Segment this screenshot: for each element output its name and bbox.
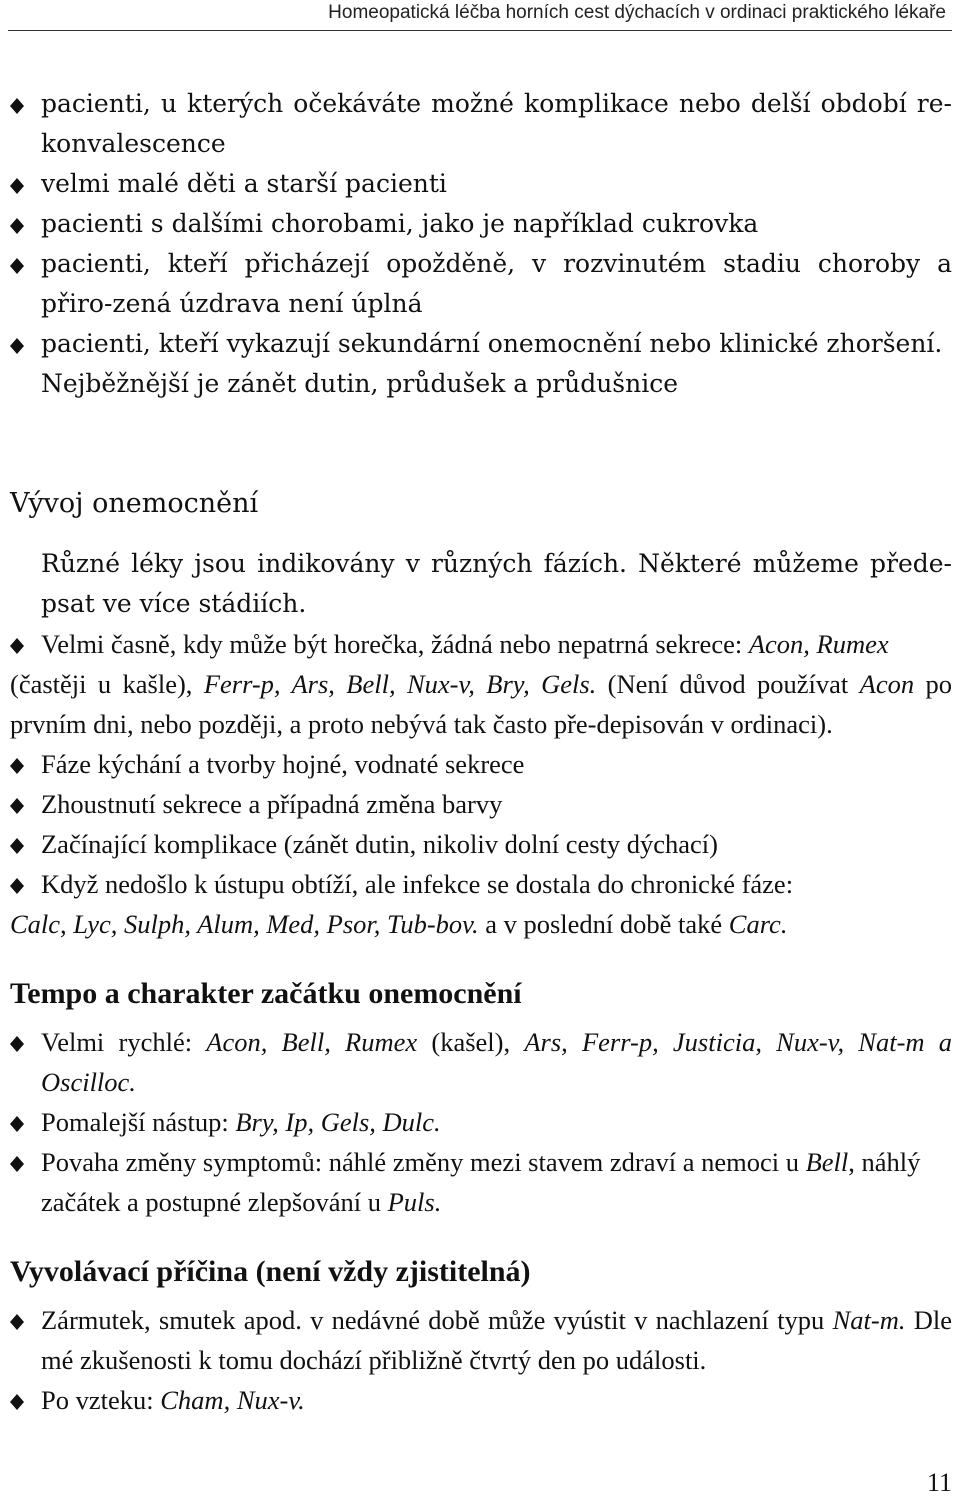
list-item: pacienti, kteří vykazují sekundární onemocnění nebo klinické zhoršení. (10, 324, 952, 364)
intro-section (10, 84, 952, 624)
intro-note: Nejběžnější je zánět dutin, průdušek a průdušnice (41, 369, 679, 398)
diamond-bullet-icon (10, 1022, 41, 1052)
diamond-bullet-icon (10, 324, 41, 354)
diamond-bullet-icon (10, 1142, 41, 1172)
diamond-bullet-icon (10, 824, 41, 854)
page-number: 11 (926, 1468, 952, 1497)
list-item: Začínající komplikace (zánět dutin, nikoliv dolní cesty dýchací) (10, 824, 952, 864)
list-item: pacienti s dalšími chorobami, jako je například cukrovka (10, 204, 952, 244)
list-item: velmi malé děti a starší pacienti (10, 164, 952, 204)
diamond-bullet-icon (10, 864, 41, 894)
list-item-continuation: Calc, Lyc, Sulph, Alum, Med, Psor, Tub-bov. a v poslední době také Carc. (10, 909, 788, 939)
section-heading-vyvoj: Vývoj onemocnění (10, 488, 259, 519)
list-item: Po vzteku: Cham, Nux-v. (10, 1380, 952, 1420)
section-intro: Různé léky jsou indikovány v různých fázích. Některé můžeme přede-psat ve více stádiích. (41, 549, 952, 618)
diamond-bullet-icon (10, 164, 41, 194)
diamond-bullet-icon (10, 624, 41, 654)
section-vyvoj-list (10, 624, 952, 944)
list-item: Velmi rychlé: Acon, Bell, Rumex (kašel), Ars, Ferr-p, Justicia, Nux-v, Nat-m a Oscilloc. (10, 1022, 952, 1102)
list-item: pacienti, kteří přicházejí opožděně, v rozvinutém stadiu choroby a přiro-zená úzdrava není úplná (10, 244, 952, 324)
section-tempo-list (10, 1022, 952, 1222)
diamond-bullet-icon (10, 84, 41, 114)
section-vyvolavaci-list (10, 1300, 952, 1420)
list-item: Když nedošlo k ústupu obtíží, ale infekce se dostala do chronické fáze: (10, 864, 952, 904)
list-item: Zármutek, smutek apod. v nedávné době může vyústit v nachlazení typu Nat-m. Dle mé zkušenosti k tomu dochází přibližně čtvrtý den po události. (10, 1300, 952, 1380)
list-item: Pomalejší nástup: Bry, Ip, Gels, Dulc. (10, 1102, 952, 1142)
list-item: Velmi časně, kdy může být horečka, žádná nebo nepatrná sekrece: Acon, Rumex (10, 624, 952, 664)
diamond-bullet-icon (10, 784, 41, 814)
list-item: pacienti, u kterých očekáváte možné komplikace nebo delší období re-konvalescence (10, 84, 952, 164)
diamond-bullet-icon (10, 204, 41, 234)
list-item: Povaha změny symptomů: náhlé změny mezi stavem zdraví a nemoci u Bell, náhlý začátek a postupné zlepšování u Puls. (10, 1142, 952, 1222)
section-heading-vyvolavaci: Vyvolávací příčina (není vždy zjistitelná) (10, 1255, 531, 1288)
running-header: Homeopatická léčba horních cest dýchacích v ordinaci praktického lékaře (328, 2, 946, 23)
diamond-bullet-icon (10, 1300, 41, 1330)
list-item: Fáze kýchání a tvorby hojné, vodnaté sekrece (10, 744, 952, 784)
diamond-bullet-icon (10, 244, 41, 274)
header-rule (8, 30, 952, 31)
page-content (10, 84, 952, 1420)
diamond-bullet-icon (10, 744, 41, 774)
diamond-bullet-icon (10, 1102, 41, 1132)
list-item-continuation: (častěji u kašle), Ferr-p, Ars, Bell, Nux-v, Bry, Gels. (Není důvod používat Acon po prvním dni, nebo později, a proto nebývá tak často pře-depisován v ordinaci). (10, 669, 953, 739)
list-item: Zhoustnutí sekrece a případná změna barvy (10, 784, 952, 824)
section-heading-tempo: Tempo a charakter začátku onemocnění (10, 977, 522, 1010)
diamond-bullet-icon (10, 1380, 41, 1410)
